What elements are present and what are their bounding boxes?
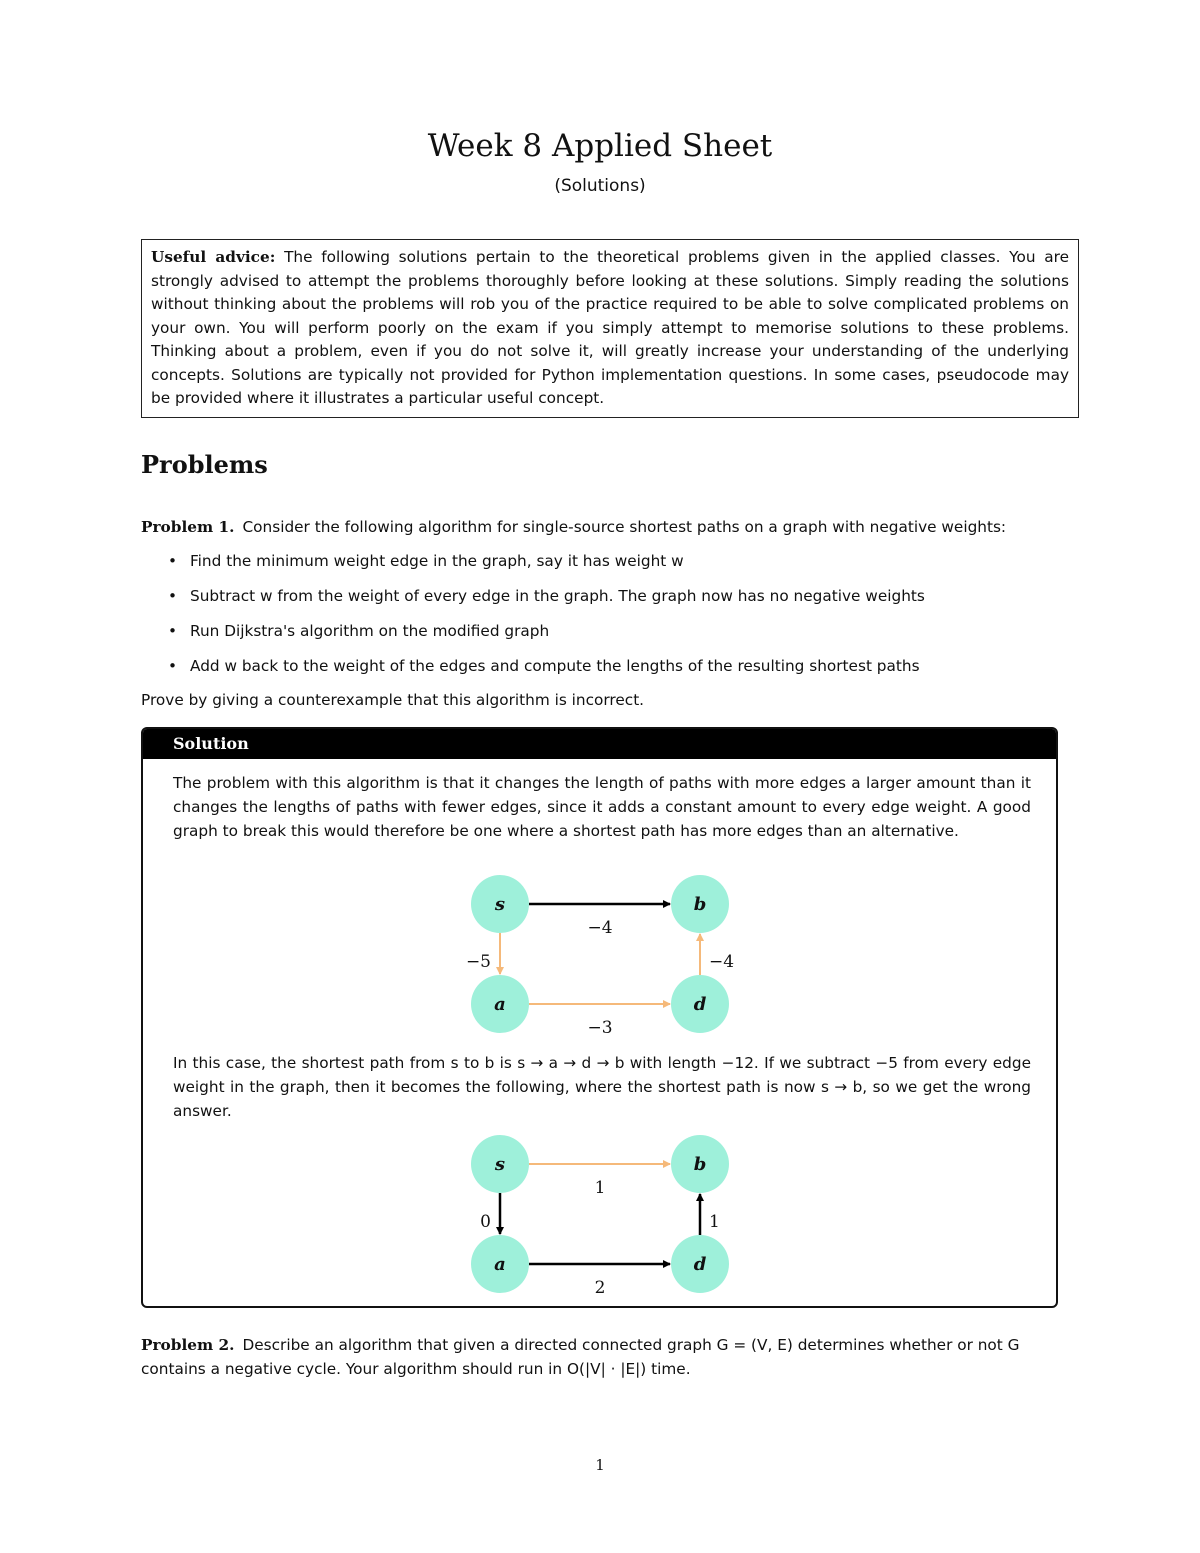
advice-text: The following solutions pertain to the theoretical problems given in the applied classes. You are strongly advised to attempt the problems thoroughly before looking at these solutions. Simply reading the solutions without thinking about the problems will rob you of the practice required to be able to solve complicated problems on your own. You will perform poorly on the exam if you simply attempt to memorise solutions to these problems. Thinking about a problem, even if you do not solve it, will greatly increase your understanding of the underlying concepts. Solutions are typically not provided for Python implementation questions. In some cases, pseudocode may be provided where it illustrates a particular useful concept. — [151, 248, 1069, 407]
node-label: a — [494, 1254, 506, 1275]
algorithm-steps — [168, 549, 1048, 689]
graph-2 — [471, 1135, 729, 1298]
bullet-icon: • — [168, 657, 178, 675]
problem-1-intro — [141, 515, 1061, 539]
solution-box — [141, 727, 1058, 1308]
edge-weight-label: 1 — [594, 1178, 606, 1198]
edge-weight-label: 2 — [594, 1278, 606, 1298]
node-label: b — [693, 894, 707, 915]
problem-2-label: Problem 2. — [141, 1336, 235, 1354]
edge-weight-label: −4 — [709, 952, 735, 972]
graph-1 — [466, 875, 734, 1038]
step-item: • Find the minimum weight edge in the graph, say it has weight w — [168, 549, 1048, 584]
solution-paragraph-2: In this case, the shortest path from s to b is s → a → d → b with length −12. If we subtract −5 from every edge weight in the graph, then it becomes the following, where the shortest path is now s → b, so we get the wrong answer. — [173, 1054, 1031, 1120]
step-item: • Subtract w from the weight of every edge in the graph. The graph now has no negative weights — [168, 584, 1048, 619]
node-label: d — [693, 1254, 707, 1275]
bullet-icon: • — [168, 587, 178, 605]
solution-paragraph-1: The problem with this algorithm is that it changes the length of paths with more edges a larger amount than it changes the lengths of paths with fewer edges, since it adds a constant amount to every edge weight. A good graph to break this would therefore be one where a shortest path has more edges than an alternative. — [173, 774, 1031, 840]
bullet-icon: • — [168, 622, 178, 640]
node-label: s — [494, 894, 506, 915]
edge-weight-label: 0 — [480, 1212, 491, 1232]
edge-weight-label: −4 — [587, 918, 613, 938]
edge-weight-label: −5 — [465, 952, 491, 972]
section-heading: Problems — [141, 450, 268, 479]
page-title: Week 8 Applied Sheet — [427, 128, 773, 164]
problem-1-prove: Prove by giving a counterexample that this algorithm is incorrect. — [141, 691, 645, 709]
problem-1-intro-text: Consider the following algorithm for single-source shortest paths on a graph with negative weights: — [242, 518, 1007, 536]
solution-graphs — [143, 729, 1058, 1308]
advice-box — [141, 239, 1079, 418]
step-item: • Add w back to the weight of the edges and compute the lengths of the resulting shortest paths — [168, 654, 1048, 689]
bullet-icon: • — [168, 552, 178, 570]
problem-2-text: Describe an algorithm that given a directed connected graph G = (V, E) determines whether or not G contains a negative cycle. Your algorithm should run in O(|V| · |E|) time. — [141, 1336, 1020, 1378]
node-label: a — [494, 994, 506, 1015]
problem-1-label: Problem 1. — [141, 518, 235, 536]
advice-label: Useful advice: — [151, 248, 276, 266]
problem-2 — [141, 1333, 1061, 1381]
solution-header: Solution — [143, 729, 1056, 759]
edge-weight-label: 1 — [709, 1212, 720, 1232]
node-label: s — [494, 1154, 506, 1175]
step-item: • Run Dijkstra's algorithm on the modified graph — [168, 619, 1048, 654]
edge-weight-label: −3 — [587, 1018, 613, 1038]
node-label: d — [693, 994, 707, 1015]
node-label: b — [693, 1154, 707, 1175]
page-number: 1 — [595, 1456, 605, 1474]
page-subtitle: (Solutions) — [554, 176, 646, 196]
